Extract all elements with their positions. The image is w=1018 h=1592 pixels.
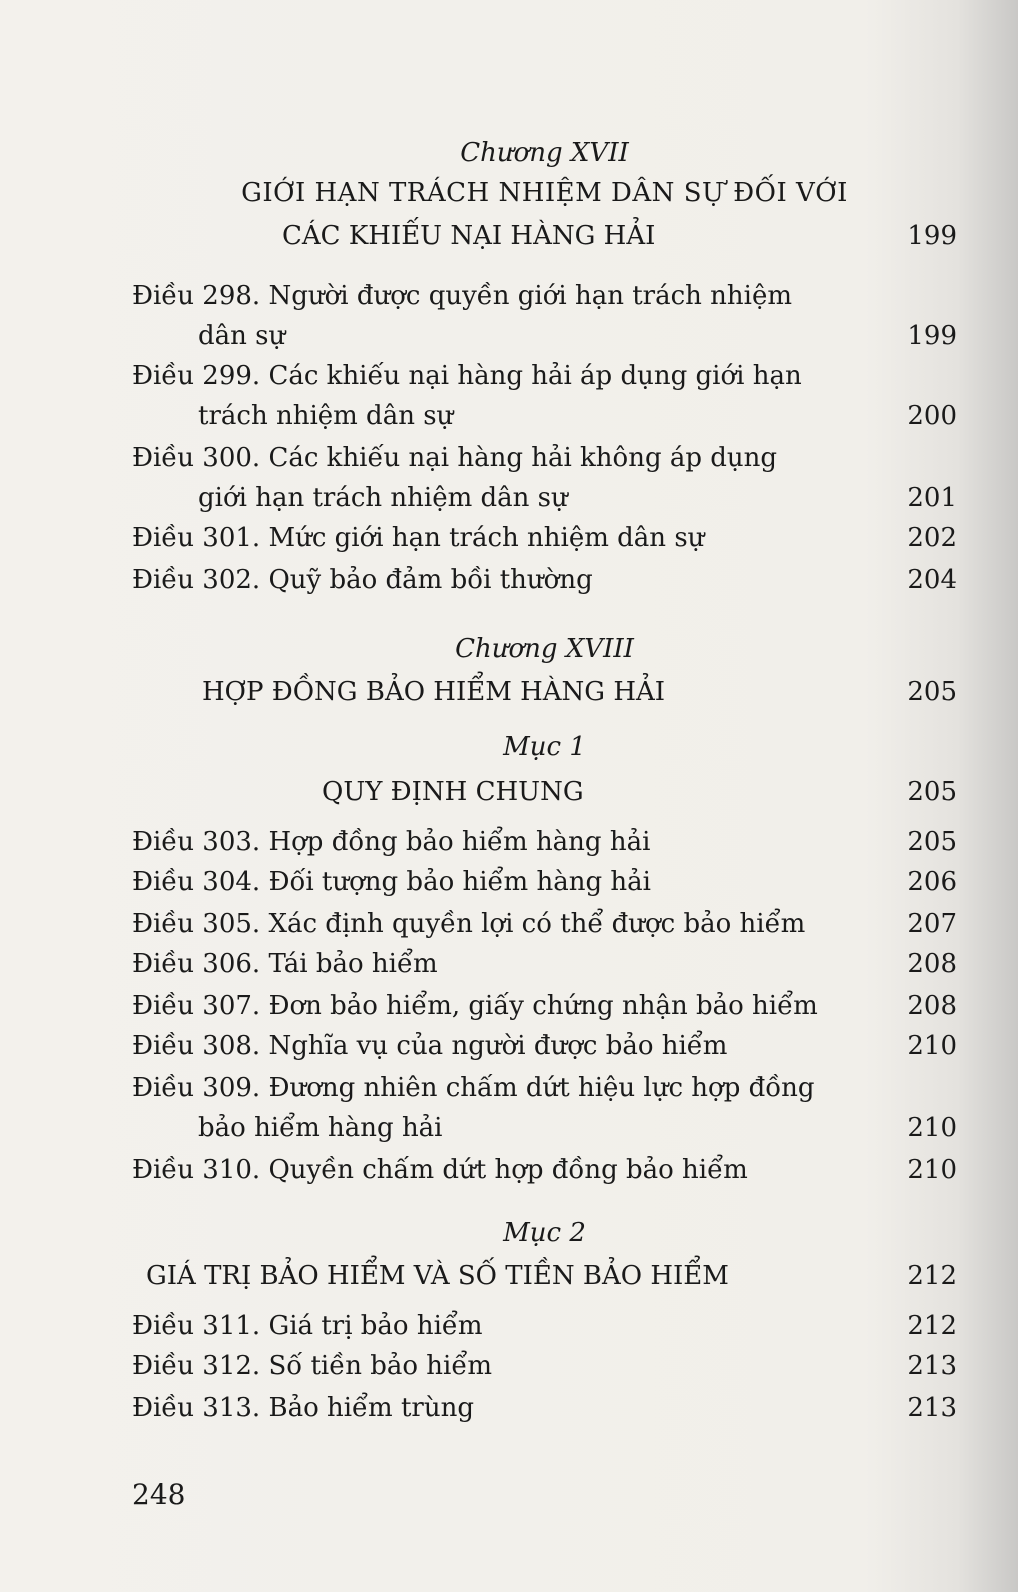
page-ref: 205 <box>907 677 957 707</box>
entry-title: Điều 308. Nghĩa vụ của người được bảo hiểm <box>132 1031 728 1061</box>
page-ref: 204 <box>907 565 957 595</box>
section-title: QUY ĐỊNH CHUNG <box>322 777 584 807</box>
entry-title: Điều 304. Đối tượng bảo hiểm hàng hải <box>132 867 651 897</box>
page-ref: 199 <box>907 321 957 351</box>
toc-entry <box>132 520 957 556</box>
chapter-heading: Chương XVIII <box>455 634 634 664</box>
chapter-heading: Chương XVII <box>460 138 629 168</box>
chapter-title: HỢP ĐỒNG BẢO HIỂM HÀNG HẢI <box>202 677 666 707</box>
entry-title: Điều 305. Xác định quyền lợi có thể được bảo hiểm <box>132 909 806 939</box>
page-ref: 213 <box>907 1351 957 1381</box>
entry-title-cont: bảo hiểm hàng hải <box>198 1113 443 1143</box>
entry-title: Điều 303. Hợp đồng bảo hiểm hàng hải <box>132 827 651 857</box>
toc-entry <box>132 562 957 598</box>
entry-title: Điều 309. Đương nhiên chấm dứt hiệu lực hợp đồng <box>132 1073 815 1103</box>
section-heading: Mục 1 <box>503 732 586 762</box>
section-heading: Mục 2 <box>503 1218 586 1248</box>
toc-entry <box>132 1308 957 1344</box>
page-ref: 212 <box>907 1311 957 1341</box>
page-ref: 213 <box>907 1393 957 1423</box>
chapter-title-line2: CÁC KHIẾU NẠI HÀNG HẢI <box>282 221 656 251</box>
page-ref: 208 <box>907 949 957 979</box>
toc-entry-cont <box>132 318 957 354</box>
page-ref: 201 <box>907 483 957 513</box>
page-ref: 206 <box>907 867 957 897</box>
page-ref: 212 <box>907 1261 957 1291</box>
entry-title-cont: giới hạn trách nhiệm dân sự <box>198 483 568 513</box>
chapter-title-row <box>132 674 957 710</box>
entry-title: Điều 311. Giá trị bảo hiểm <box>132 1311 483 1341</box>
section-title: GIÁ TRỊ BẢO HIỂM VÀ SỐ TIỀN BẢO HIỂM <box>146 1261 729 1291</box>
toc-entry <box>132 946 957 982</box>
toc-entry <box>132 1348 957 1384</box>
entry-title: Điều 307. Đơn bảo hiểm, giấy chứng nhận bảo hiểm <box>132 991 818 1021</box>
entry-title: Điều 310. Quyền chấm dứt hợp đồng bảo hiểm <box>132 1155 748 1185</box>
toc-entry <box>132 358 957 394</box>
entry-title: Điều 301. Mức giới hạn trách nhiệm dân sự <box>132 523 705 553</box>
page-ref: 199 <box>907 221 957 251</box>
entry-title: Điều 298. Người được quyền giới hạn trách nhiệm <box>132 281 793 311</box>
toc-entry <box>132 1152 957 1188</box>
page-number: 248 <box>132 1478 186 1511</box>
toc-entry <box>132 864 957 900</box>
page-ref: 202 <box>907 523 957 553</box>
toc-entry <box>132 906 957 942</box>
page-ref: 208 <box>907 991 957 1021</box>
toc-entry-cont <box>132 398 957 434</box>
chapter-title-row <box>132 218 957 254</box>
entry-title: Điều 300. Các khiếu nại hàng hải không áp dụng <box>132 443 778 473</box>
entry-title: Điều 299. Các khiếu nại hàng hải áp dụng giới hạn <box>132 361 802 391</box>
toc-entry <box>132 824 957 860</box>
entry-title: Điều 312. Số tiền bảo hiểm <box>132 1351 492 1381</box>
toc-entry <box>132 1390 957 1426</box>
entry-title: Điều 306. Tái bảo hiểm <box>132 949 438 979</box>
toc-entry-cont <box>132 480 957 516</box>
section-title-row <box>132 1258 957 1294</box>
page-ref: 210 <box>907 1155 957 1185</box>
page-ref: 210 <box>907 1031 957 1061</box>
page-ref: 200 <box>907 401 957 431</box>
toc-entry <box>132 1028 957 1064</box>
entry-title: Điều 302. Quỹ bảo đảm bồi thường <box>132 565 593 595</box>
toc-entry-cont <box>132 1110 957 1146</box>
page-ref: 210 <box>907 1113 957 1143</box>
entry-title-cont: trách nhiệm dân sự <box>198 401 454 431</box>
section-title-row <box>132 774 957 810</box>
toc-entry <box>132 278 957 314</box>
entry-title: Điều 313. Bảo hiểm trùng <box>132 1393 474 1423</box>
page-ref: 207 <box>907 909 957 939</box>
page-ref: 205 <box>907 777 957 807</box>
toc-entry <box>132 1070 957 1106</box>
entry-title-cont: dân sự <box>198 321 286 351</box>
toc-entry <box>132 440 957 476</box>
page-ref: 205 <box>907 827 957 857</box>
chapter-title-line1: GIỚI HẠN TRÁCH NHIỆM DÂN SỰ ĐỐI VỚI <box>241 178 848 208</box>
toc-entry <box>132 988 957 1024</box>
